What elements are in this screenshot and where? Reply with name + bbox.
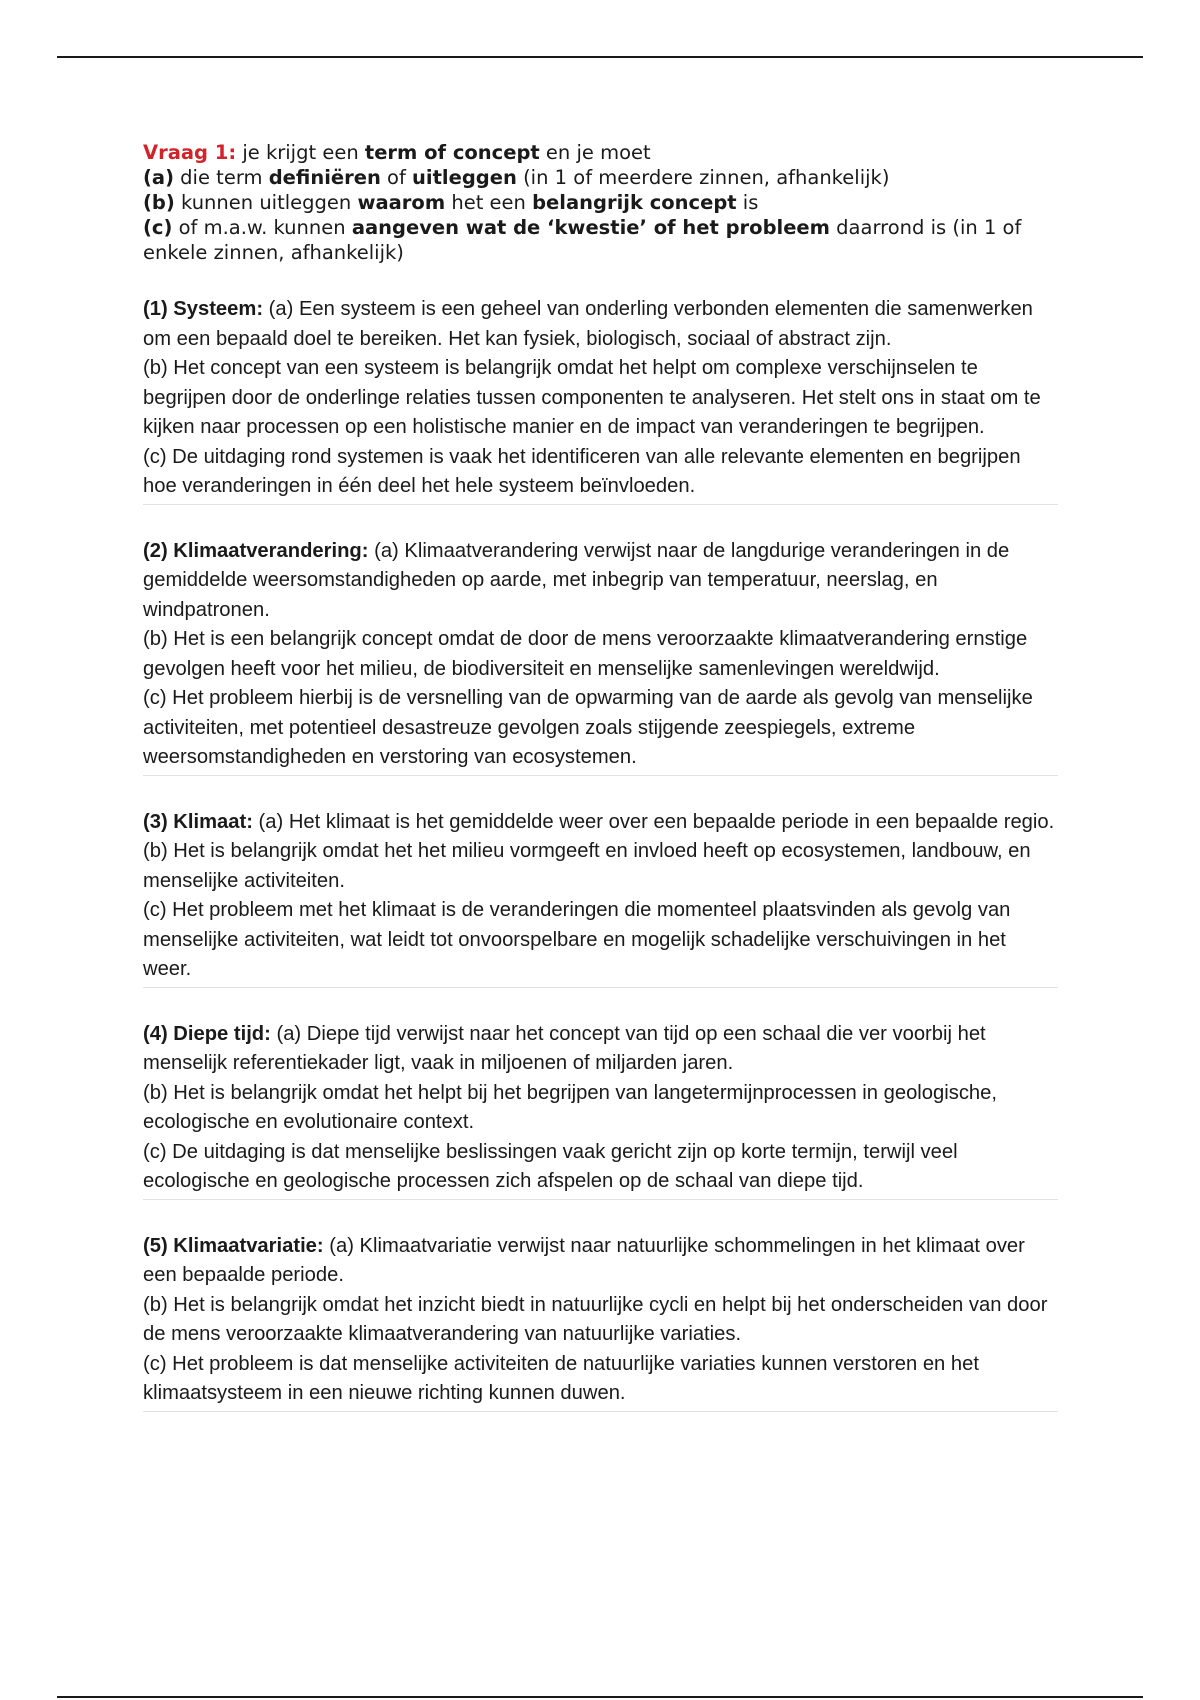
section-part-a (143, 1020, 1058, 1079)
section-text-b: (b) Het concept van een systeem is belangrijk omdat het helpt om complexe verschijnselen te begrijpen door de onderlinge relaties tussen componenten te analyseren. Het stelt ons in staat om te kijken naar processen op een holistische manier en de impact van veranderingen te begrijpen. (143, 357, 1041, 438)
intro-text: of (380, 166, 413, 189)
intro-text: het een (445, 191, 533, 214)
section-text-b: (b) Het is belangrijk omdat het het milieu vormgeeft en invloed heeft op ecosystemen, landbouw, en menselijke activiteiten. (143, 840, 1031, 892)
intro-label-b: (b) (143, 191, 175, 214)
intro-label-a: (a) (143, 166, 174, 189)
intro-text: je krijgt een (236, 141, 365, 164)
section-systeem (143, 295, 1058, 505)
section-text-a: (a) Klimaatverandering verwijst naar de langdurige veranderingen in de gemiddelde weersomstandigheden op aarde, met inbegrip van temperatuur, neerslag, en windpatronen. (143, 539, 1010, 621)
document-body (143, 140, 1058, 1444)
intro-bold: uitleggen (412, 166, 517, 189)
section-text-b: (b) Het is een belangrijk concept omdat de door de mens veroorzaakte klimaatverandering ernstige gevolgen heeft voor het milieu, de biodiversiteit en menselijke samenlevingen wereldwijd. (143, 628, 1028, 680)
section-title: (4) Diepe tijd: (143, 1022, 271, 1045)
intro-line-a (143, 165, 1058, 190)
section-title: (3) Klimaat: (143, 810, 253, 833)
section-title: (2) Klimaatverandering: (143, 539, 369, 562)
section-text-a: (a) Klimaatvariatie verwijst naar natuurlijke schommelingen in het klimaat over een bepaalde periode. (143, 1234, 1025, 1286)
intro-text: en je moet (539, 141, 651, 164)
section-part-a (143, 537, 1058, 626)
section-text-a: (a) Het klimaat is het gemiddelde weer over een bepaalde periode in een bepaalde regio. (252, 810, 1055, 833)
section-klimaat (143, 808, 1058, 988)
intro-text: daarrond is (in 1 of enkele zinnen, afhankelijk) (143, 216, 1022, 264)
intro-bold: term of concept (364, 141, 540, 164)
section-text-c: (c) Het probleem is dat menselijke activiteiten de natuurlijke variaties kunnen verstoren en het klimaatsysteem in een nieuwe richting kunnen duwen. (143, 1352, 979, 1404)
section-text-b: (b) Het is belangrijk omdat het inzicht biedt in natuurlijke cycli en helpt bij het onderscheiden van door de mens veroorzaakte klimaatverandering van natuurlijke variaties. (143, 1293, 1048, 1345)
section-klimaatvariatie (143, 1232, 1058, 1412)
section-text-c: (c) De uitdaging rond systemen is vaak het identificeren van alle relevante elementen en begrijpen hoe veranderingen in één deel het hele systeem beïnvloeden. (143, 445, 1021, 497)
intro-label-c: (c) (143, 216, 173, 239)
section-text-c: (c) Het probleem hierbij is de versnelling van de opwarming van de aarde als gevolg van menselijke activiteiten, met potentieel desastreuze gevolgen zoals stijgende zeespiegels, extreme weersomstandigheden en verstoring van ecosystemen. (143, 687, 1033, 768)
intro-text: kunnen uitleggen (174, 191, 358, 214)
intro-text: is (736, 191, 759, 214)
intro-bold: aangeven wat de ‘kwestie’ of het probleem (351, 216, 830, 239)
intro-bold: waarom (357, 191, 446, 214)
question-label: Vraag 1: (143, 141, 237, 164)
intro-line-c (143, 215, 1058, 265)
intro-bold: definiëren (268, 166, 381, 189)
section-text-b: (b) Het is belangrijk omdat het helpt bij het begrijpen van langetermijnprocessen in geologische, ecologische en evolutionaire context. (143, 1081, 997, 1133)
section-text-c: (c) Het probleem met het klimaat is de veranderingen die momenteel plaatsvinden als gevolg van menselijke activiteiten, wat leidt tot onvoorspelbare en mogelijk schadelijke verschuivingen in het weer. (143, 899, 1011, 980)
question-intro (143, 140, 1058, 265)
section-text-c: (c) De uitdaging is dat menselijke beslissingen vaak gericht zijn op korte termijn, terwijl veel ecologische en geologische processen zich afspelen op de schaal van diepe tijd. (143, 1140, 958, 1192)
section-text-a: (a) Een systeem is een geheel van onderling verbonden elementen die samenwerken om een bepaald doel te bereiken. Het kan fysiek, biologisch, sociaal of abstract zijn. (143, 298, 1033, 350)
intro-text: die term (173, 166, 269, 189)
section-title: (1) Systeem: (143, 298, 264, 320)
section-diepe-tijd (143, 1020, 1058, 1200)
section-part-a (143, 295, 1058, 354)
section-part-a (143, 1232, 1058, 1291)
intro-text: (in 1 of meerdere zinnen, afhankelijk) (516, 166, 890, 189)
intro-text: of m.a.w. kunnen (172, 216, 352, 239)
section-klimaatverandering (143, 537, 1058, 776)
intro-line-b (143, 190, 1058, 215)
footer-rule (57, 1696, 1143, 1698)
intro-line-lead (143, 140, 1058, 165)
section-part-a (143, 808, 1058, 838)
header-rule (57, 56, 1143, 58)
section-text-a: (a) Diepe tijd verwijst naar het concept van tijd op een schaal die ver voorbij het menselijk referentiekader ligt, vaak in miljoenen of miljarden jaren. (143, 1022, 986, 1074)
intro-bold: belangrijk concept (532, 191, 737, 214)
section-title: (5) Klimaatvariatie: (143, 1234, 324, 1257)
